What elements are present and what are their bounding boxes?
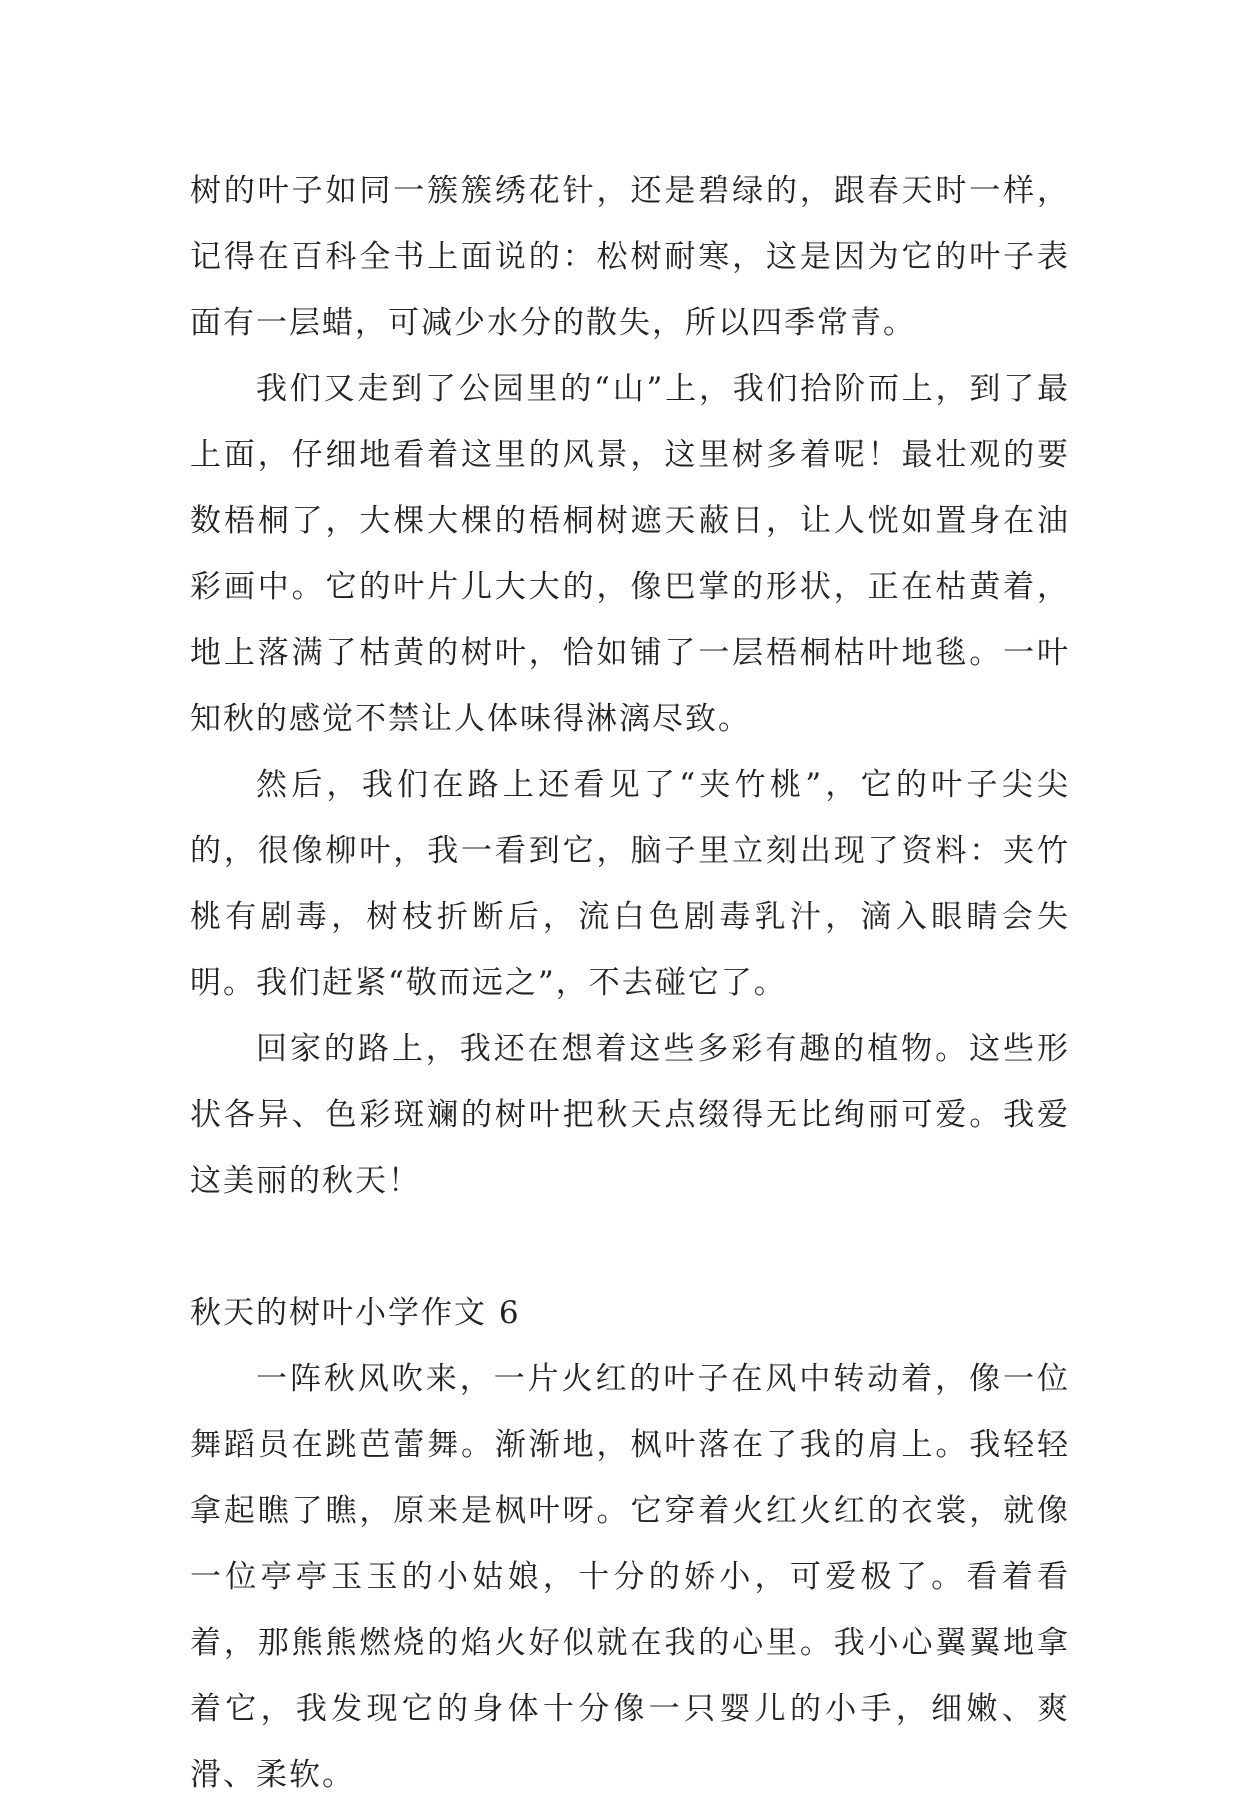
paragraph-oleander: 然后，我们在路上还看见了“夹竹桃”，它的叶子尖尖的，很像柳叶，我一看到它，脑子里立刻出现了资料：夹竹桃有剧毒，树枝折断后，流白色剧毒乳汁，滴入眼睛会失明。我们赶紧“敬而远之”，不去碰它了。 [190,767,1070,1001]
document-body [190,158,1070,1808]
paragraph-pine-leaves: 树的叶子如同一簇簇绣花针，还是碧绿的，跟春天时一样，记得在百科全书上面说的：松树耐寒，这是因为它的叶子表面有一层蜡，可减少水分的散失，所以四季常青。 [190,173,1070,341]
paragraph-hill-parasol: 我们又走到了公园里的“山”上，我们拾阶而上，到了最上面，仔细地看着这里的风景，这里树多着呢！最壮观的要数梧桐了，大棵大棵的梧桐树遮天蔽日，让人恍如置身在油彩画中。它的叶片儿大大的，像巴掌的形状，正在枯黄着，地上落满了枯黄的树叶，恰如铺了一层梧桐枯叶地毯。一叶知秋的感觉不禁让人体味得淋漓尽致。 [190,371,1070,737]
paragraph-maple-leaf: 一阵秋风吹来，一片火红的叶子在风中转动着，像一位舞蹈员在跳芭蕾舞。渐渐地，枫叶落在了我的肩上。我轻轻拿起瞧了瞧，原来是枫叶呀。它穿着火红火红的衣裳，就像一位亭亭玉玉的小姑娘，十分的娇小，可爱极了。看着看着，那熊熊燃烧的焰火好似就在我的心里。我小心翼翼地拿着它，我发现它的身体十分像一只婴儿的小手，细嫩、爽滑、柔软。 [190,1361,1070,1793]
paragraph-way-home: 回家的路上，我还在想着这些多彩有趣的植物。这些形状各异、色彩斑斓的树叶把秋天点缀得无比绚丽可爱。我爱这美丽的秋天！ [190,1031,1070,1199]
section-gap [190,1214,1070,1280]
section-heading: 秋天的树叶小学作文 6 [190,1295,521,1331]
